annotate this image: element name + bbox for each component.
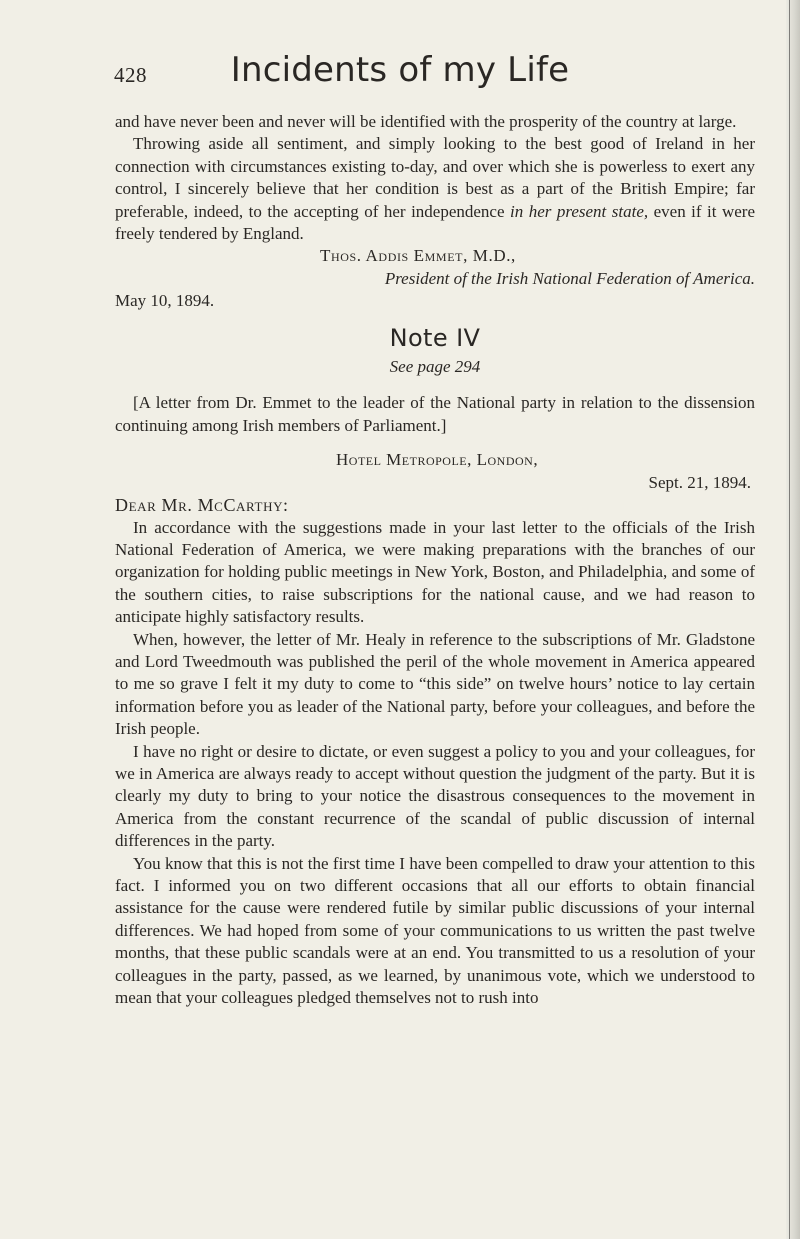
note-bracket-text: [A letter from Dr. Emmet to the leader of the National party in relation to the dissension continuing among Irish members of Parliament.] [115,393,755,435]
paragraph-continuation: and have never been and never will be identified with the prosperity of the country at large. [115,112,737,131]
letter-paragraph: When, however, the letter of Mr. Healy in reference to the subscriptions of Mr. Gladstone and Lord Tweedmouth was published the peril of the whole movement in America appeared to me so grave I felt it my duty to come to “this side” on twelve hours’ notice to lay certain information before you as leader of the National party, before your colleagues, and before the Irish people. [115,629,755,739]
page-number: 428 [114,63,147,87]
signature-date: May 10, 1894. [115,291,215,311]
paragraph-text-end: even if it were freely tendered by England. [115,201,756,244]
letter-salutation: Dear Mr. McCarthy: [115,495,289,516]
letter-paragraph: I have no right or desire to dictate, or even suggest a policy to you and your colleagues, for we in America are always ready to accept without question the judgment of the party. But it is clearly my duty to bring to your notice the disastrous consequences to the movement in America from the constant recurrence of the scandal of public discussion of internal differences in the party. [115,741,755,851]
page-edge-line [789,0,790,1239]
paragraph-throwing-aside [115,133,755,245]
paragraph-text: Throwing aside all sentiment, and simply looking to the best good of Ireland in her connection with circumstances existing to-day, and over which she is powerless to exert any control, I sincerely believe that her condition is best as a part of the British Empire; far preferable, indeed, to the accepting of her independence [115,134,755,221]
letter-address-line1: Hotel Metropole, London, [336,450,539,470]
see-page-reference: See page 294 [389,357,481,377]
page-body [115,111,755,1009]
signature-title: President of the Irish National Federation of America. [384,268,755,288]
letter-address-line2: Sept. 21, 1894. [648,472,751,492]
signature-name: Thos. Addis Emmet, M.D., [320,246,516,266]
note-heading: Note IV [389,323,481,352]
letter-paragraph: You know that this is not the first time I have been compelled to draw your attention to this fact. I informed you on two different occasions that all our efforts to obtain financial assistance for the cause were rendered futile by similar public discussions of your internal differences. We had hoped from some of your communications to us written the past twelve months, that these public scandals were at an end. You transmitted to us a resolution of your colleagues in the party, passed, as we learned, by unanimous vote, which we understood to mean that your colleagues pledged themselves not to rush into [115,853,755,1008]
emphasis-text: in her present state, [510,201,649,221]
letter-paragraph: In accordance with the suggestions made in your last letter to the officials of the Irish National Federation of America, we were making preparations with the branches of our organization for holding public meetings in New York, Boston, and Philadelphia, and some of the southern cities, to raise subscriptions for the national cause, and we had reason to anticipate highly satisfactory results. [115,517,755,627]
running-title: Incidents of my Life [230,50,570,90]
page-header [0,50,800,96]
